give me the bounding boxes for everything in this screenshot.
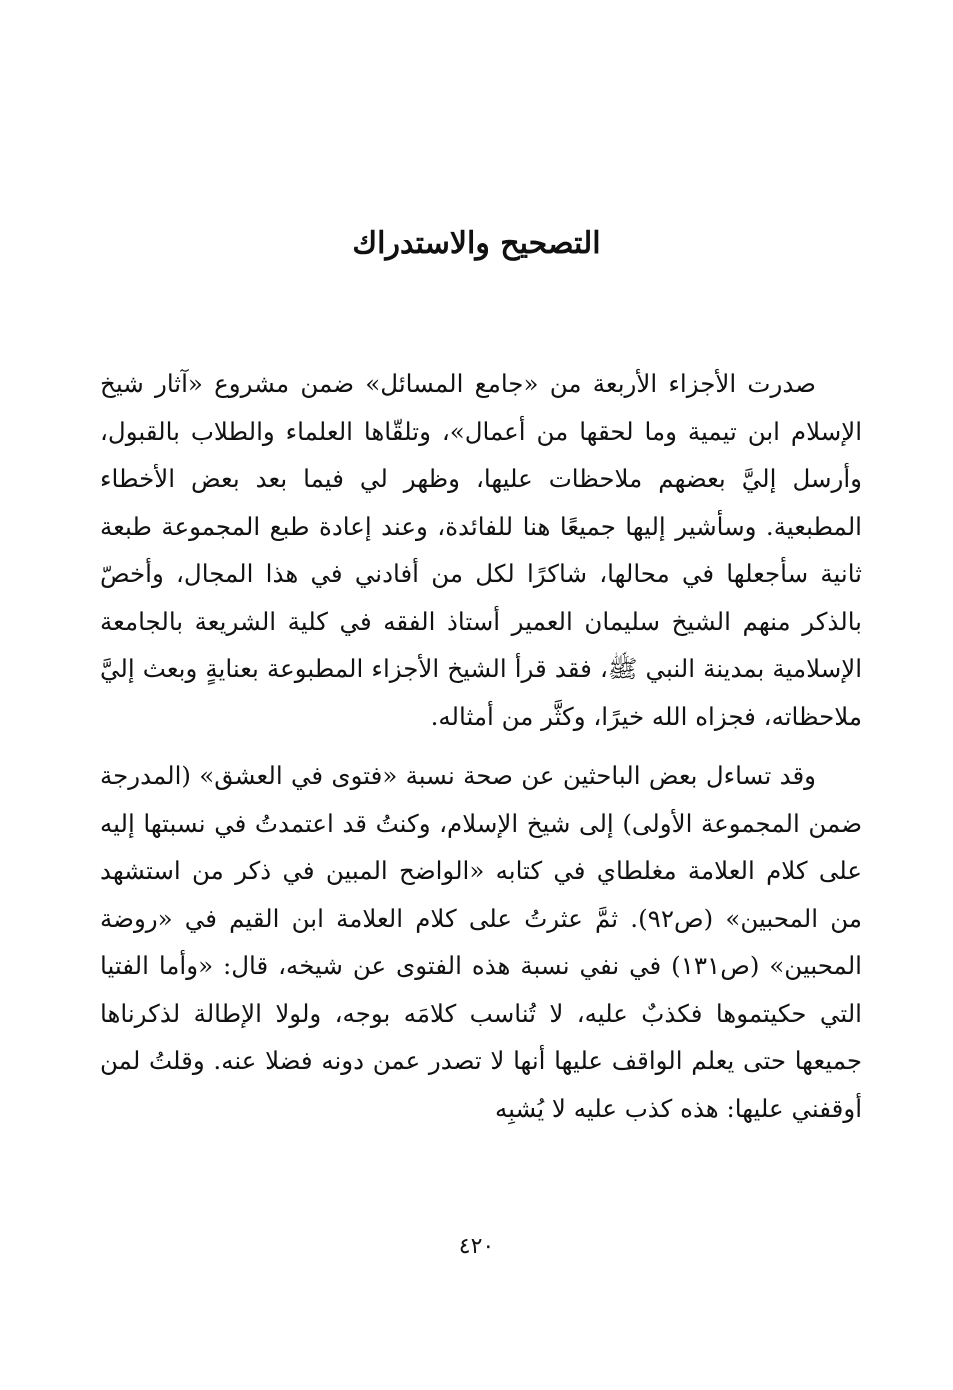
paragraph-1: صدرت الأجزاء الأربعة من «جامع المسائل» ضمن مشروع «آثار شيخ الإسلام ابن تيمية وما لحقها من أعمال»، وتلقّاها العلماء والطلاب بالقبول، وأرسل إليَّ بعضهم ملاحظات عليها، وظهر لي فيما بعد بعض الأخطاء المطبعية. وسأشير إليها جميعًا هنا للفائدة، وعند إعادة طبع المجموعة طبعة ثانية سأجعلها في محالها، شاكرًا لكل من أفادني في هذا المجال، وأخصّ بالذكر منهم الشيخ سليمان العمير أستاذ الفقه في كلية الشريعة بالجامعة الإسلامية بمدينة النبي ﷺ، فقد قرأ الشيخ الأجزاء المطبوعة بعنايةٍ وبعث إليَّ ملاحظاته، فجزاه الله خيرًا، وكثَّر من أمثاله.: [100, 369, 862, 731]
body-text: [100, 360, 862, 1132]
section-title: التصحيح والاستدراك: [352, 226, 601, 261]
paragraph-2: وقد تساءل بعض الباحثين عن صحة نسبة «فتوى في العشق» (المدرجة ضمن المجموعة الأولى) إلى شيخ الإسلام، وكنتُ قد اعتمدتُ في نسبتها إليه على كلام العلامة مغلطاي في كتابه «الواضح المبين في ذكر من استشهد من المحبين» (ص٩٢). ثمَّ عثرتُ على كلام العلامة ابن القيم في «روضة المحبين» (ص١٣١) في نفي نسبة هذه الفتوى عن شيخه، قال: «وأما الفتيا التي حكيتموها فكذبٌ عليه، لا تُناسب كلامَه بوجه، ولولا الإطالة لذكرناها جميعها حتى يعلم الواقف عليها أنها لا تصدر عمن دونه فضلا عنه. وقلتُ لمن أوقفني عليها: هذه كذب عليه لا يُشبِه: [100, 761, 862, 1123]
page-number: ٤٢٠: [458, 1234, 495, 1259]
